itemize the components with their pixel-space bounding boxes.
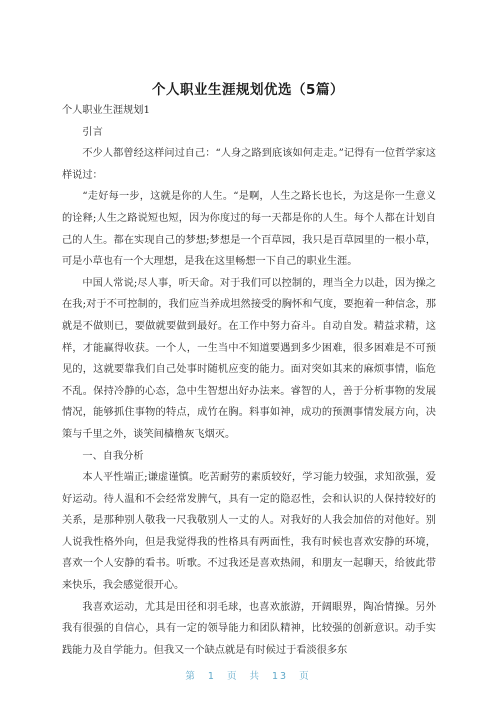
paragraph: “走好每一步，这就是你的人生。“是啊，人生之路长也长，为这是你一生意义的诠释;人生之路说短也短，因为你度过的每一天都是你的人生。每个人都在计划自己的人生。都在实现自己的梦想;梦想是一个百草园，我只是百草园里的一根小草，可是小草也有一个大理想，是我在这里畅想一下自己的职业生涯。 bbox=[62, 191, 436, 268]
section-heading: 一、自我分析 bbox=[82, 450, 144, 462]
page-number-footer: 第 1 页 共 13 页 bbox=[185, 671, 311, 682]
paragraph: 引言 bbox=[82, 126, 103, 138]
document-body bbox=[62, 100, 436, 661]
paragraph: 本人平性端正;谦虚谨慎。吃苦耐劳的素质较好，学习能力较强，求知欲强，爱好运动。待人温和不会经常发脾气，具有一定的隐忍性，会和认识的人保持较好的关系，是那种别人敬我一尺我敬别人一丈的人。对我好的人我会加倍的对他好。别人说我性格外向，但是我觉得我的性格具有两面性，我有时候也喜欢安静的环境，喜欢一个人安静的看书。听歌。不过我还是喜欢热闹，和朋友一起聊天，给彼此带来快乐，我会感觉很开心。 bbox=[62, 472, 436, 592]
paragraph: 我喜欢运动，尤其是田径和羽毛球，也喜欢旅游，开阔眼界，陶冶情操。另外我有很强的自信心，具有一定的领导能力和团队精神，比较强的创新意识。动手实践能力及自学能力。但我又一个缺点就是有时候过于看淡很多东 bbox=[62, 601, 436, 656]
paragraph: 中国人常说;尽人事，听天命。对于我们可以控制的，理当全力以赴，因为操之在我;对于不可控制的，我们应当养成坦然接受的胸怀和气度，要抱着一种信念，那就是不做则已，要做就要做到最好。在工作中努力奋斗。自动自发。精益求精，这样，才能赢得收获。一个人，一生当中不知道要遇到多少困难，很多困难是不可预见的，这就要靠我们自己处事时随机应变的能力。面对突如其来的麻烦事情，临危不乱。保持冷静的心态，急中生智想出好办法来。睿智的人，善于分析事物的发展情况，能够抓住事物的特点，成竹在胸。料事如神，成功的预测事情发展方向，决策与千里之外，谈笑间樯橹灰飞烟灭。 bbox=[62, 277, 436, 440]
section-heading: 个人职业生涯规划1 bbox=[62, 105, 150, 116]
document-title: 个人职业生涯规划优选（5篇） bbox=[152, 82, 344, 98]
paragraph: 不少人都曾经这样问过自己：“人身之路到底该如何走走。”记得有一位哲学家这样说过： bbox=[62, 148, 436, 181]
